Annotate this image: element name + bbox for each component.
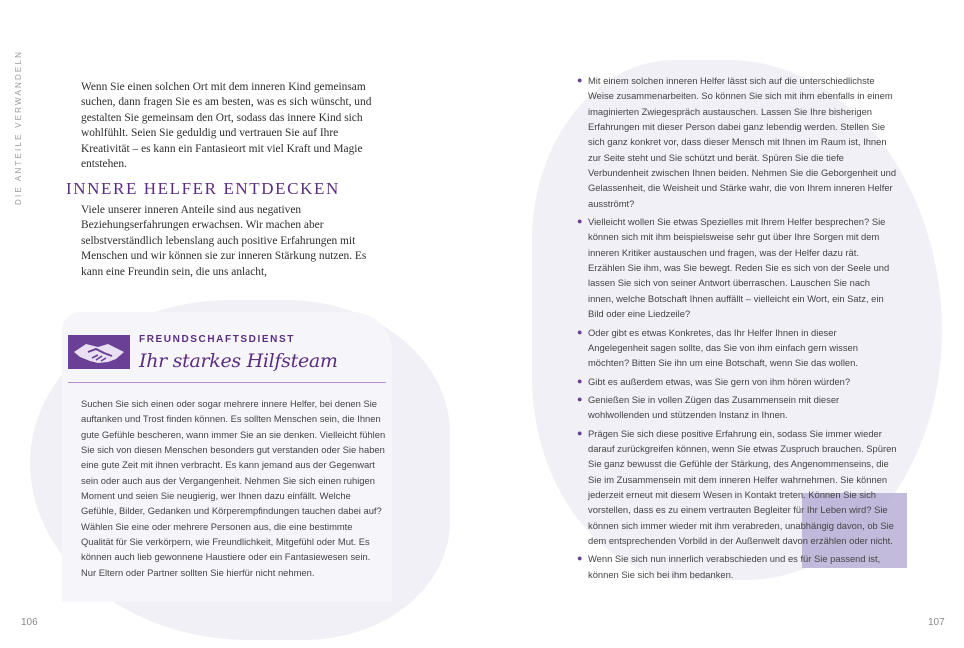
section-heading: INNERE HELFER ENTDECKEN: [66, 179, 340, 198]
list-item: ● Oder gibt es etwas Konkretes, das Ihr Helfer Ihnen in dieser Angelegenheit sagen sollte, das Sie von ihm einfach gern wissen möchten? Bitten Sie ihn um eine Botschaft, wenn Sie das wollen.: [577, 326, 858, 369]
box-kicker: FREUNDSCHAFTSDIENST: [139, 334, 295, 345]
list-item: ● Mit einem solchen inneren Helfer lässt sich auf die unterschiedlichste Weise zusammenarbeiten. So können Sie sich mit ihm ebenfalls in einem imaginierten Zwiegespräch austauschen. Lassen Sie Ihre bisherigen Erfahrungen mit dieser Person dabei ganz lebendig werden. Stellen Sie sich ganz konkret vor, dass dieser Mensch mit Ihnen im Raum ist, Ihnen zur Seite steht und Sie schützt und berät. Spüren Sie die tiefe Verbundenheit zwischen Ihnen beiden. Nehmen Sie die Geborgenheit und Gelassenheit, die Weisheit und Stärke wahr, die von Ihrem inneren Helfer ausströmt?: [577, 75, 897, 209]
bullet-icon: ●: [577, 375, 583, 386]
bullet-icon: ●: [577, 75, 583, 85]
section-paragraph: Viele unserer inneren Anteile sind aus negativen Beziehungserfahrungen erwachsen. Wir machen aber selbstverständlich lebenslang auch positive Erfahrungen mit Menschen und wir können sie zur inneren Stärkung nutzen. Es kann eine Freundin sein, die uns anlacht,: [81, 204, 367, 278]
page-number: 107: [928, 617, 945, 628]
bullet-icon: ●: [577, 216, 583, 227]
list-item: ● Gibt es außerdem etwas, was Sie gern von ihm hören würden?: [580, 374, 898, 389]
page-number: 106: [21, 617, 38, 628]
bullet-icon: ●: [577, 326, 583, 337]
list-item: ● Wenn Sie sich nun innerlich verabschieden und es für Sie passend ist, können Sie sich bei ihm bedanken.: [577, 553, 881, 580]
list-item: ● Vielleicht wollen Sie etwas Spezielles mit Ihrem Helfer besprechen? Sie können sich mit ihm beispielsweise sehr gut über Ihre Sorgen mit dem inneren Kritiker austauschen und fragen, was der Helfer dazu rät. Erzählen Sie ihm, was Sie bewegt. Reden Sie es sich von der Seele und lassen Sie sich von seiner Antwort überraschen. Lauschen Sie nach innen, welche Botschaft Ihnen auffällt – vielleicht ein Wort, ein Satz, ein Bild oder eine Liedzeile?: [577, 216, 890, 320]
box-title: Ihr starkes Hilfsteam: [139, 350, 338, 372]
bullet-icon: ●: [577, 393, 583, 404]
divider: [68, 382, 386, 383]
handshake-icon: [68, 335, 130, 369]
bullet-icon: ●: [577, 427, 583, 438]
running-header: DIE ANTEILE VERWANDELN: [14, 49, 23, 205]
list-item: ● Genießen Sie in vollen Zügen das Zusammensein mit dieser wohlwollenden und stützenden Instanz in Ihnen.: [577, 393, 840, 421]
list-item: ● Prägen Sie sich diese positive Erfahrung ein, sodass Sie immer wieder darauf zurückgreifen können, wenn Sie etwas Zuspruch brauchen. Spüren Sie ganz bewusst die Gefühle der Stärkung, des Angenommenseins, die Sie im Zusammensein mit dem inneren Helfer wahrnehmen. Sie können jederzeit erneut mit diesem Wesen in Kontakt treten. Können Sie sich vorstellen, dass es zu einem vertrauten Begleiter für Ihr Leben wird? Sie können sich immer wieder mit ihm verabreden, unabhängig davon, ob Sie dem entsprechenden Vorbild in der Außenwelt davon erzählen oder nicht.: [577, 427, 897, 546]
bullet-icon: ●: [577, 553, 583, 564]
bullet-list: [577, 73, 898, 585]
intro-paragraph: Wenn Sie einen solchen Ort mit dem inneren Kind gemeinsam suchen, dann fragen Sie es am besten, was es sich wünscht, und gestalten Sie gemeinsam den Ort, sodass das innere Kind sich wohlfühlt. Seien Sie geduldig und vertrauen Sie auf Ihre Kreativität – es kann ein Fantasieort mit viel Kraft und Magie entstehen.: [81, 81, 372, 171]
box-body: Suchen Sie sich einen oder sogar mehrere innere Helfer, bei denen Sie auftanken und Trost finden können. Es sollten Menschen sein, die Ihnen gute Gefühle bescheren, wann immer Sie an sie denken. Vielleicht fühlen Sie sich von diesen Menschen besonders gut verstanden oder Sie haben eine gute Zeit mit ihnen verbracht. Es kann jemand aus der Gegenwart sein oder auch aus der Vergangenheit. Nehmen Sie sich einen ruhigen Moment und seien Sie neugierig, wer Ihnen dazu einfällt. Welche Gefühle, Bilder, Gedanken und Körperempfindungen tauchen dabei auf? Wählen Sie eine oder mehrere Personen aus, die eine bestimmte Qualität für Sie verkörpern, wie Freundlichkeit, Mitgefühl oder Mut. Es können auch lieb gewonnene Haustiere oder ein Fantasiewesen sein. Nur Eltern oder Partner sollten Sie hierfür nicht nehmen.: [81, 398, 386, 578]
right-page: [482, 0, 964, 648]
